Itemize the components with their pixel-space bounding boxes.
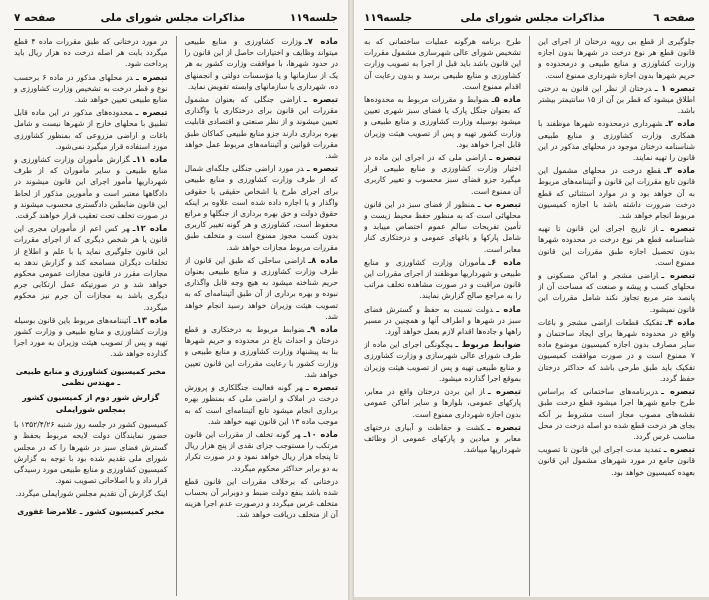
article-paragraph bbox=[538, 444, 695, 478]
column-divider bbox=[529, 36, 530, 596]
right-page-columns bbox=[364, 36, 695, 596]
article-text: طرح برنامه هرگونه عملیات ساختمانی که به تشخیص شورای عالی شهرسازی مشمول مقررات این قانون باشد باید قبل از اجرا به تصویب وزارت کشاورزی و منابع طبیعی برسد و بدون رعایت آن اقدام ممنوع است. bbox=[364, 37, 521, 91]
article-text: قطع درخت در محلهای مشمول این قانون تابع مقررات این قانون و آئیننامه‌های مربوط به آن خواهد بود و در موارد استثنائی که قطع درخت ضرورت داشته باشد با اجازه کمیسیون مربوط انجام خواهد شد. bbox=[538, 166, 695, 221]
article-paragraph bbox=[364, 422, 521, 456]
article-text: مأموران وزارت کشاورزی و منابع طبیعی و شهرداریها موظفند از اجرای مقررات این قانون مراقبت و در صورت مشاهده تخلف مراتب را به مراجع صالح گزارش نمایند. bbox=[364, 257, 521, 301]
article-paragraph bbox=[14, 107, 168, 152]
article-paragraph bbox=[364, 257, 521, 302]
article-text: اینک گزارش آن تقدیم مجلس شورایملی میگردد. bbox=[15, 489, 168, 499]
article-label: تبصره ـ bbox=[661, 270, 695, 281]
article-text: اراضی جنگلی که بعنوان مشمول مقررات این قانون برای درختکاری یا واگذاری تعیین میشوند و از نظر صنعتی و اقتصادی قابلیت بهره برداری دارند جزو منابع طبیعی کماکان طبق مقررات قوانین و آئیننامه‌های مربوط عمل خواهد شد. bbox=[184, 95, 338, 161]
article-text: درختانی که برخلاف مقررات این قانون قطع شده باشد بنفع دولت ضبط و دوبرابر آن بحساب متخلف غرس میگردد و درصورت عدم اجرا هزینه آن از متخلف دریافت خواهد شد. bbox=[184, 476, 338, 520]
session-label: جلسه۱۱۹ bbox=[289, 12, 338, 24]
page-title: مذاکرات مجلس شورای ملی bbox=[100, 12, 246, 24]
article-text: آئیننامه‌های مربوط باین قانون بوسیله وزارت کشاورزی و منابع طبیعی و وزارت کشور تهیه و پس از تصویب هیئت وزیران به مورد اجرا گذارده خواهد شد. bbox=[14, 315, 168, 359]
article-paragraph bbox=[14, 154, 168, 221]
article-paragraph bbox=[14, 72, 168, 106]
article-paragraph bbox=[538, 317, 695, 384]
article-label: تبصره ـ bbox=[663, 444, 695, 455]
article-text: در مورد اراضی جنگلی جلگه‌ای شمال که از طرف وزارت کشاورزی و منابع طبیعی برای اجرای طرح یا اشخاص حقیقی یا حقوقی واگذار و یا اجاره داده شده است علاوه بر اینکه حقوق دولت و حق بهره برداری از جنگلها و مراتع محفوظ است، کشاورزی و هر گونه تغییر کاربری بدون کسب مجوز ممنوع است و متخلف طبق مقررات مربوط مجازات خواهد شد. bbox=[184, 164, 338, 252]
article-paragraph bbox=[185, 382, 339, 427]
session-label: جلسه۱۱۹ bbox=[364, 12, 413, 24]
article-label: ماده ۸ـ bbox=[308, 254, 338, 265]
article-paragraph bbox=[185, 429, 339, 474]
article-text: کشت و حفاظت و آبیاری درختهای معابر و میادین و پارکهای عمومی از وظائف شهرداریها میباشد. bbox=[364, 422, 521, 455]
article-label: تبصره ب ـ bbox=[477, 198, 521, 209]
right-page-header bbox=[364, 10, 695, 30]
article-paragraph bbox=[14, 488, 168, 499]
article-text: درختان از نظر این قانون به درختی اطلاق میشود که قطر بن آن از ۱۵ سانتیمتر بیشتر باشد. bbox=[538, 83, 695, 116]
column-divider bbox=[176, 36, 177, 596]
article-paragraph bbox=[185, 476, 339, 521]
article-paragraph bbox=[538, 83, 695, 117]
article-text: هر گونه تخلف از مقررات این قانون مرتکب را مستوجب جزای نقدی از پنج هزار ریال تا پنجاه هزار ریال خواهد نمود و در صورت تکرار به دو برابر حداکثر محکوم میگردد. bbox=[184, 429, 338, 473]
article-paragraph bbox=[538, 165, 695, 221]
article-text: محدوده‌های مذکور در این ماده قابل تطبیق با محلهای خارج از شهرها نیست و شامل باغات و اراضی مزروعی که بمنظور کشاورزی مورد استفاده قرار میگیرد نمی‌شود. bbox=[14, 108, 168, 151]
article-text: از این بردن درختان واقع در معابر، پارکهای عمومی، بلوارها و سایر اماکن عمومی بدون اجازه شهرداری ممنوع است. bbox=[364, 387, 521, 419]
article-label: تبصره ـ bbox=[303, 94, 338, 105]
article-text: دربرنامه‌های ساختمانی که براساس طرح جامع شهرها اجرا میشود قطع درخت طبق نقشه‌های مصوب مجاز است مشروط بر آنکه بجای هر درخت قطع شده دو اصله درخت در محل مناسب غرس گردد. bbox=[538, 387, 695, 441]
article-text: منظور از فضای سبز در این قانون محلهائی است که به منظور حفظ محیط زیست و تأمین تفریحات سالم عموم اختصاص مییابد و شامل پارکها و باغهای عمومی و درختکاری کنار معابر است. bbox=[364, 199, 521, 254]
article-label: تبصره ـ bbox=[661, 386, 695, 397]
article-label: ماده ۱۳ـ bbox=[133, 314, 168, 325]
article-label: ماده ۱۲ـ bbox=[132, 223, 168, 234]
article-label: ماده ۷ـ bbox=[304, 36, 338, 46]
article-text: اراضی مشجر و اماکن مسکونی و محلهای کسب و پیشه و صنعت که مساحت آن از پانصد متر مربع تجاوز نکند شامل مقررات این قانون نمیشود. bbox=[538, 271, 695, 314]
article-paragraph bbox=[538, 36, 695, 81]
article-label: ضوابط مربوط ـ bbox=[455, 339, 521, 350]
article-text: گزارش مأموران وزارت کشاورزی و منابع طبیعی و سایر مأموران که از طرف شهرداریها مأمور اجرای این قانون میشوند در دادگاهها معتبر است و مأمورین مذکور از لحاظ این قانون ضابطین دادگستری محسوب میشوند و در صورت تخلف تحت تعقیب قرار خواهند گرفت. bbox=[14, 155, 168, 221]
right-page-column-left bbox=[364, 36, 521, 596]
article-paragraph bbox=[538, 270, 695, 315]
article-text: ضوابط مربوط به درختکاری و قطع درختان و احداث باغ در محدوده و حریم شهرها بنا به پیشنهاد وزارت کشاورزی و منابع طبیعی و وزارت کشور با رعایت مقررات این قانون تعیین خواهد شد. bbox=[184, 325, 338, 379]
article-paragraph bbox=[185, 163, 339, 253]
article-label: ماده ۴ـ bbox=[665, 316, 695, 327]
article-paragraph bbox=[14, 223, 168, 313]
article-label: ماده ۳ـ bbox=[663, 165, 695, 176]
article-text: هر کس اعم از مأموران مجری این قانون یا هر شخص دیگری که از اجرای مقررات این قانون جلوگیری نماید یا با علم و اطلاع از تخلفات دیگران مسامحه کند و گزارش ندهد به مجازات مقرر در قانون مجازات عمومی محکوم خواهد شد و در صورتیکه عمل ارتکابی جرم دیگری باشد به مجازات آن جرم نیز محکوم میگردد. bbox=[14, 224, 168, 312]
left-page bbox=[0, 0, 348, 600]
article-text: اراضی ساحلی که طبق این قانون از طرف وزارت کشاورزی و منابع طبیعی بعنوان حریم شناخته میشود به هیچ وجه قابل واگذاری نبوده و بهره برداری از آن طبق آئیننامه‌ای که به تصویب هیئت وزیران خواهد رسید انجام خواهد شد. bbox=[184, 255, 338, 321]
article-paragraph bbox=[364, 94, 521, 150]
article-paragraph bbox=[364, 152, 521, 197]
article-text: از تاریخ اجرای این قانون تا تهیه شناسنامه قطع هر نوع درخت در محدوده شهرها بدون تحصیل اجازه طبق مقررات این قانون ممنوع است. bbox=[538, 224, 695, 267]
article-text: ضوابط و مقررات مربوط به محدوده‌ها که بعنوان جنگل پارک یا فضای سبز شهری تعیین میشود بوسیله وزارت کشاورزی و منابع طبیعی و وزارت کشور تهیه و پس از تصویب هیئت وزیران قابل اجرا خواهد بود. bbox=[364, 95, 521, 149]
right-page-column-right bbox=[538, 36, 695, 596]
left-page-header bbox=[14, 10, 338, 30]
article-text: دولت نسبت به حفظ و گسترش فضای سبز در شهرها و اطراف آنها و همچنین در مسیر راهها و جاده‌ها اقدام لازم بعمل خواهد آورد. bbox=[364, 304, 521, 337]
left-page-column-right bbox=[185, 36, 339, 596]
article-label: ماده ۶ـ bbox=[488, 256, 521, 267]
article-paragraph bbox=[14, 315, 168, 360]
article-paragraph bbox=[185, 94, 339, 161]
article-label: تبصره ۱ ـ bbox=[654, 82, 695, 93]
page-number: صفحه ٦ bbox=[653, 12, 695, 24]
article-label: تبصره ـ bbox=[135, 107, 168, 118]
article-label: ماده ۱۰ـ bbox=[303, 428, 338, 439]
article-paragraph bbox=[185, 36, 339, 92]
article-paragraph bbox=[364, 339, 521, 384]
article-text: بچگونگی اجرای این ماده از طرف شورای عالی شهرسازی و وزارت کشاورزی و منابع طبیعی تهیه و پس از تصویب هیئت وزیران بموقع اجرا گذارده میشود. bbox=[364, 340, 521, 383]
article-paragraph bbox=[364, 386, 521, 420]
article-label: تبصره ـ bbox=[306, 163, 338, 174]
article-label: ماده ۱۱ـ bbox=[133, 154, 168, 165]
article-text: تمدید مدت اجرای این قانون تا تصویب قانون جامع در مورد شهرهای مشمول این قانون بعهده کمیسیون خواهد بود. bbox=[538, 445, 695, 477]
article-paragraph bbox=[538, 118, 695, 163]
article-text: وزارت کشاورزی و منابع طبیعی میتواند وظایف و اختیارات حاصل از این قانون را در حدود شهرها، با موافقت وزارت کشور به هر یک از سازمانها و یا مؤسسات دولتی و انجمنهای ده، شهرداری یا سازمانهای وابسته تفویض نماید. bbox=[184, 37, 338, 91]
article-label: ماده ۹ـ bbox=[307, 324, 338, 335]
signature-line: مخبر کمیسیون کشاورزی و منابع طبیعی ـ مهندس نظمی bbox=[15, 366, 166, 387]
article-label: تبصره ـ bbox=[660, 223, 695, 234]
article-label: ماده ـ bbox=[496, 303, 521, 314]
article-text: هر گونه فعالیت جنگلکاری و پرورش درخت در املاک و اراضی ملی که بمنظور بهره برداری انجام میشود تابع آئیننامه‌ای است که به موجب ماده ۱۳ این قانون تهیه خواهد شد. bbox=[184, 383, 338, 426]
article-paragraph bbox=[14, 36, 168, 70]
article-label: ماده ۲ـ bbox=[665, 118, 695, 129]
article-label: تبصره ـ bbox=[305, 382, 338, 393]
page-number: صفحه ۷ bbox=[14, 12, 56, 24]
article-paragraph bbox=[364, 199, 521, 255]
article-label: تبصره ـ bbox=[487, 386, 521, 397]
article-text: در محلهای مذکور در ماده ۶ برحسب نوع و قطر درخت به تشخیص وزارت کشاورزی و منابع طبیعی تعیین خواهد شد. bbox=[14, 72, 168, 105]
article-text: شهرداری درمحدوده شهرها موظفند با همکاری وزارت کشاورزی و منابع طبیعی شناسنامه درختان موجود در محلهای مذکور در این قانون را تهیه نمایند. bbox=[538, 119, 695, 163]
article-text: تفکیک قطعات اراضی مشجر و باغات واقع در محدوده شهرها برای ایجاد ساختمان و سایر مصارف بدون اجازه کمیسیون موضوع ماده ۷ ممنوع است و در صورت موافقت کمیسیون تفکیک باید طبق طرحی باشد که حداکثر درختان حفظ گردد. bbox=[538, 317, 695, 383]
article-paragraph bbox=[538, 386, 695, 442]
page-title: مذاکرات مجلس شورای ملی bbox=[460, 12, 606, 24]
article-label: تبصره ـ bbox=[136, 71, 168, 82]
article-paragraph bbox=[185, 324, 339, 380]
right-page bbox=[354, 0, 709, 600]
article-text: کمیسیون کشور در جلسه روز شنبه ۱۳۵۲/۴/۲۶ با حضور نمایندگان دولت لایحه مربوط بحفظ و گسترش فضای سبز در شهرها را که در مجلس شورای ملی تقدیم شده بود با توجه به گزارش کمیسیون کشاورزی و منابع طبیعی مورد رسیدگی قرار داد و با اصلاحاتی تصویب نمود. bbox=[14, 420, 168, 486]
article-label: تبصره ـ bbox=[487, 421, 521, 432]
article-label: ماده ۵ـ bbox=[491, 94, 521, 105]
article-paragraph bbox=[364, 36, 521, 92]
article-paragraph bbox=[538, 223, 695, 268]
article-text: اراضی ملی که در اجرای این ماده در اختیار وزارت کشاورزی و منابع طبیعی قرار میگیرد جزو فضای سبز محسوب و تغییر کاربری آن ممنوع است. bbox=[364, 153, 521, 196]
section-heading: گزارش شور دوم از کمیسیون کشور بمجلس شورایملی bbox=[22, 393, 160, 414]
article-paragraph bbox=[14, 419, 168, 486]
left-page-columns bbox=[14, 36, 338, 596]
article-paragraph bbox=[364, 304, 521, 338]
article-paragraph bbox=[185, 255, 339, 322]
article-label: تبصره ـ bbox=[489, 152, 521, 163]
left-page-column-left bbox=[14, 36, 168, 596]
article-text: در مورد درختانی که طبق مقررات ماده ۴ قطع میگردد بابت هر اصله درخت ده هزار ریال باید پرداخت شود. bbox=[14, 37, 168, 69]
signature-line: مخبر کمیسیون کشور ـ غلامرضا غفوری bbox=[17, 506, 165, 516]
article-text: جلوگیری از قطع بی رویه درختان از اجرای این قانون قطع هر نوع درخت در شهرها بدون اجازه وزارت کشاورزی و منابع طبیعی و درمحدوده و حریم شهرها بدون اجازه شهرداری ممنوع است. bbox=[538, 37, 695, 80]
